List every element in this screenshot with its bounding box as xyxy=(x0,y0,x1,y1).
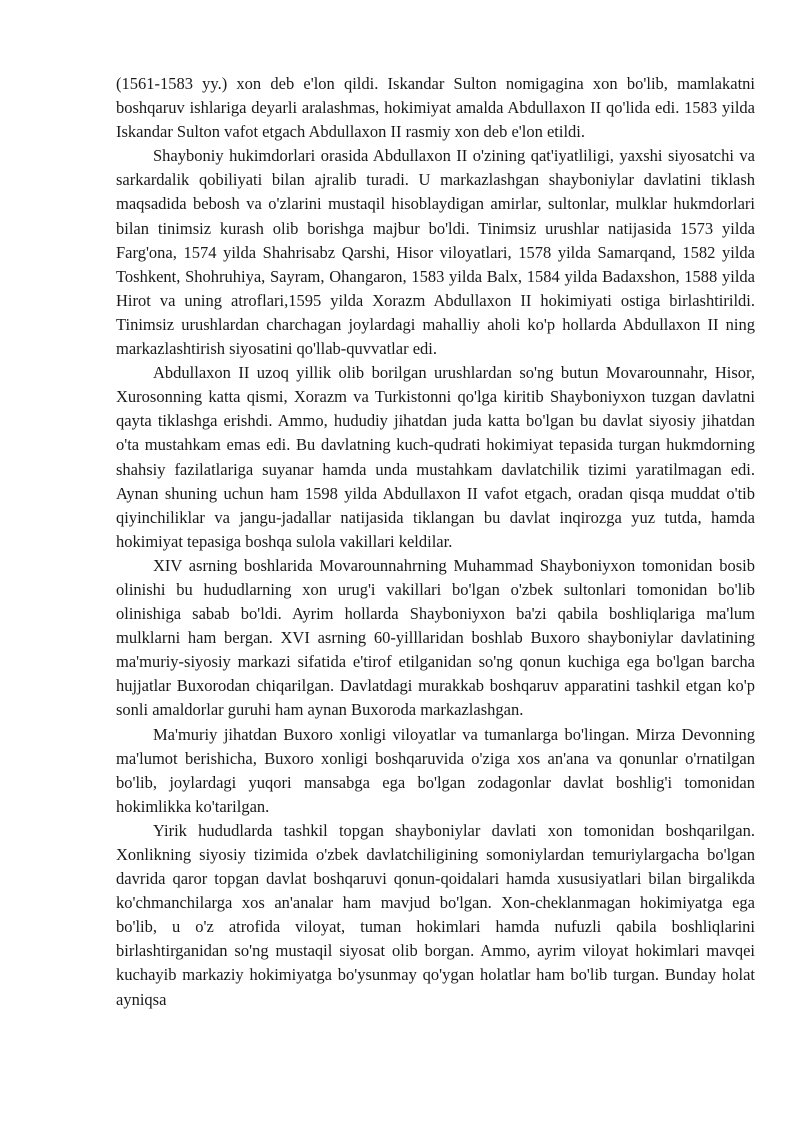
paragraph-state-restoration: Abdullaxon II uzoq yillik olib borilgan urushlardan so'ng butun Movarounnahr, Hisor, Xurosonning katta qismi, Xorazm va Turkistonni qo'lga kiritib Shayboniyxon tuzgan davlatni qayta tiklashga erishdi. Ammo, hududiy jihatdan juda katta bo'lgan bu davlat siyosiy jihatdan o'ta mustahkam emas edi. Bu davlatning kuch-qudrati hokimiyat tepasida turgan hukmdorning shahsiy fazilatlariga suyanar hamda unda mustahkam davlatchilik tizimi yaratilmagan edi. Aynan shuning uchun ham 1598 yilda Abdullaxon II vafot etgach, oradan qisqa muddat o'tib qiyinchiliklar va jangu-jadallar natijasida tiklangan bu davlat inqirozga yuz tutda, hamda hokimiyat tepasiga boshqa sulola vakillari keldilar. xyxy=(116,363,755,551)
paragraph-continuation: (1561-1583 yy.) xon deb e'lon qildi. Iskandar Sulton nomigagina xon bo'lib, mamlakatni boshqaruv ishlariga deyarli aralashmas, hokimiyat amalda Abdullaxon II qo'lida edi. 1583 yilda Iskandar Sulton vafot etgach Abdullaxon II rasmiy xon deb e'lon etildi. xyxy=(116,74,755,142)
paragraph-khan-governance: Yirik hududlarda tashkil topgan shayboniylar davlati xon tomonidan boshqarilgan. Xonlikning siyosiy tizimida o'zbek davlatchiligining somoniylardan temuriylargacha bo'lgan davrida qaror topgan davlat boshqaruvi qonun-qoidalari hamda xususiyatlari bilan birgalikda ko'chmanchilarga xos an'analar ham mavjud bo'lgan. Xon-cheklanmagan hokimiyatga ega bo'lib, u o'z atrofida viloyat, tuman hokimlari hamda nufuzli qabila boshliqlarini birlashtirganidan so'ng mustaqil siyosat olib borgan. Ammo, ayrim viloyat hokimlari mavqei kuchayib markaziy hokimiyatga bo'ysunmay qo'ygan holatlar ham bo'lib turgan. Bunday holat ayniqsa xyxy=(116,820,755,1009)
document-page xyxy=(116,72,755,1012)
paragraph-administrative-division: Ma'muriy jihatdan Buxoro xonligi viloyatlar va tumanlarga bo'lingan. Mirza Devonning ma'lumot berishicha, Buxoro xonligi boshqaruvida o'ziga xos an'ana va qonunlar o'rnatilgan bo'lib, joylardagi yuqori mansabga ega bo'lgan zodagonlar davlat boshlig'i tomonidan hokimlikka ko'tarilgan. xyxy=(116,724,755,816)
paragraph-bukhara-center: XIV asrning boshlarida Movarounnahrning Muhammad Shayboniyxon tomonidan bosib olinishi bu hududlarning xon urug'i vakillari bo'lgan o'zbek sultonlari tomonidan bo'lib olinishiga sabab bo'ldi. Ayrim hollarda Shayboniyxon ba'zi qabila boshliqlariga ma'lum mulklarni ham bergan. XVI asrning 60-yilllaridan boshlab Buxoro shayboniylar davlatining ma'muriy-siyosiy markazi sifatida e'tirof etilganidan so'ng qonun kuchiga ega bo'lgan barcha hujjatlar Buxorodan chiqarilgan. Davlatdagi murakkab boshqaruv apparatini tashkil etgan ko'p sonli amaldorlar guruhi ham aynan Buxoroda markazlashgan. xyxy=(116,555,755,720)
paragraph-abdullaxon-qualities: Shayboniy hukimdorlari orasida Abdullaxon II o'zining qat'iyatliligi, yaxshi siyosatchi va sarkardalik qobiliyati bilan ajralib turadi. U markazlashgan shayboniylar davlatini tiklash maqsadida bebosh va o'zlarini mustaqil hisoblaydigan amirlar, sultonlar, mulklar hukmdorlari bilan tinimsiz kurash olib borishga majbur bo'ldi. Tinimsiz urushlar natijasida 1573 yilda Farg'ona, 1574 yilda Shahrisabz Qarshi, Hisor viloyatlari, 1578 yilda Samarqand, 1582 yilda Toshkent, Shohruhiya, Sayram, Ohangaron, 1583 yilda Balx, 1584 yilda Badaxshon, 1588 yilda Hirot va uning atroflari,1595 yilda Xorazm Abdullaxon II hokimiyati ostiga birlashtirildi. Tinimsiz urushlardan charchagan joylardagi mahalliy aholi ko'p hollarda Abdullaxon II ning markazlashtirish siyosatini qo'llab-quvvatlar edi. xyxy=(116,146,755,359)
